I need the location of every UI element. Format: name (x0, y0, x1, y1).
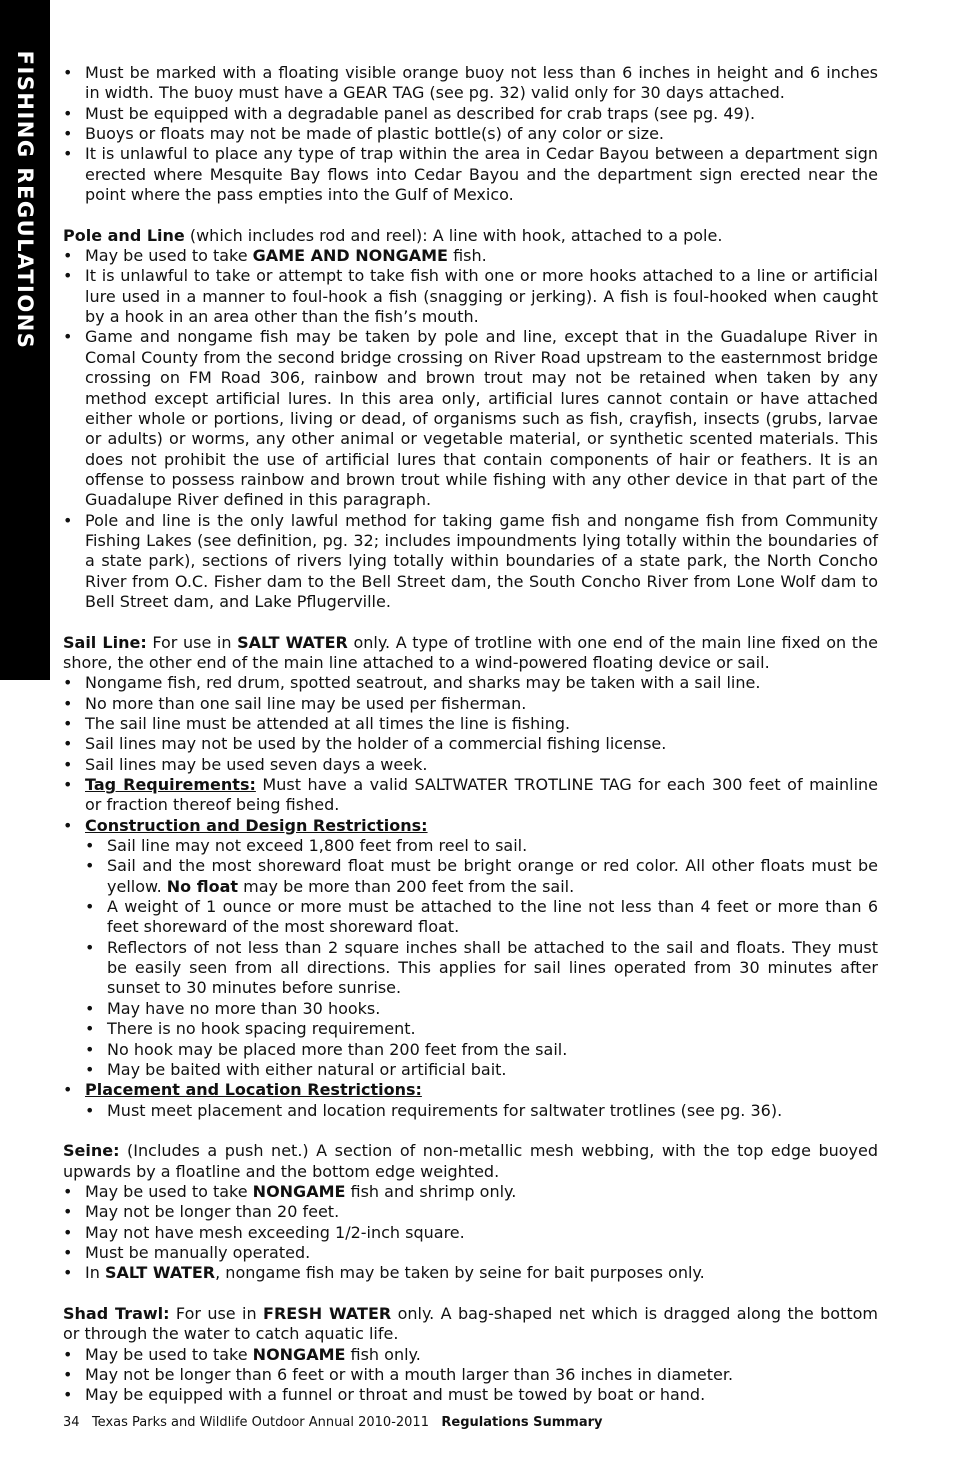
list-item: • Buoys or floats may not be made of plastic bottle(s) of any color or size. (63, 124, 878, 144)
text-segment: May be used to take (85, 1181, 253, 1201)
text-segment: fish. (447, 246, 487, 266)
sail-line-heading: Sail Line: (63, 632, 147, 652)
text-segment: fish only. (345, 1344, 421, 1364)
publication-title: Texas Parks and Wildlife Outdoor Annual 2010-2011 (91, 1415, 429, 1430)
sublist-item: • Reflectors of not less than 2 square inches shall be attached to the sail and floats. They must be easily seen from all directions. This applies for sail lines operated from 30 minutes after sunset to 30 minutes before sunrise. (85, 938, 878, 999)
list-item (63, 1080, 878, 1121)
list-item (63, 1182, 878, 1202)
list-item (63, 246, 878, 266)
list-item: • Must be marked with a floating visible orange buoy not less than 6 inches in height and 6 inches in width. The buoy must have a GEAR TAG (see pg. 32) valid only for 30 days attached. (63, 63, 878, 104)
shad-trawl-section-intro (63, 1304, 878, 1345)
placement-sublist (85, 1101, 878, 1121)
placement-location-heading: Placement and Location Restrictions: (85, 1080, 422, 1100)
sublist-item: • May have no more than 30 hooks. (85, 999, 878, 1019)
text-segment: only. A type of trotline with one end of the main line fixed on the shore, the other end of the main line attached to a wind-powered floating device or sail. (63, 632, 879, 672)
list-item (63, 1345, 878, 1365)
pole-line-bullet-list (63, 246, 878, 612)
list-item: • It is unlawful to take or attempt to take fish with one or more hooks attached to a line or artificial lure used in a manner to foul-hook a fish (snagging or jerking). A fish is foul-hooked when caught by a hook in an area other than the fish’s mouth. (63, 266, 878, 327)
emphasis-text: SALT WATER (104, 1263, 216, 1283)
list-item: • Must be manually operated. (63, 1243, 878, 1263)
emphasis-text: NONGAME (252, 1344, 346, 1364)
seine-bullet-list (63, 1182, 878, 1284)
text-segment: May be used to take (85, 1344, 253, 1364)
list-item: • May not be longer than 20 feet. (63, 1202, 878, 1222)
sail-line-bullet-list (63, 673, 878, 1121)
list-item: • Pole and line is the only lawful method for taking game fish and nongame fish from Community Fishing Lakes (see definition, pg. 32; includes impoundments lying totally within the boundaries of a state park), sections of rivers lying totally within boundaries of a state park, the North Concho River from O.C. Fisher dam to the Bell Street dam, the South Concho River from Lone Wolf dam to Bell Street dam, and Lake Pflugerville. (63, 511, 878, 613)
shad-trawl-heading: Shad Trawl: (63, 1303, 170, 1323)
side-tab-label: FISHING REGULATIONS (13, 50, 37, 350)
list-item: • It is unlawful to place any type of trap within the area in Cedar Bayou between a department sign erected where Mesquite Bay flows into Cedar Bayou and the department sign erected near the point where the pass empties into the Gulf of Mexico. (63, 144, 878, 205)
emphasis-text: NONGAME (252, 1181, 346, 1201)
list-item: • May not have mesh exceeding 1/2-inch square. (63, 1223, 878, 1243)
list-item: • Nongame fish, red drum, spotted seatrout, and sharks may be taken with a sail line. (63, 673, 878, 693)
text-segment: (Includes a push net.) A section of non-metallic mesh webbing, with the top edge buoyed upwards by a floatline and the bottom edge weighted. (63, 1141, 878, 1181)
construction-design-heading: Construction and Design Restrictions: (85, 815, 428, 835)
text-segment: fish and shrimp only. (345, 1181, 517, 1201)
page-footer (63, 1415, 603, 1430)
list-item: • No more than one sail line may be used per fisherman. (63, 694, 878, 714)
list-item (63, 1263, 878, 1283)
sublist-item: • Sail line may not exceed 1,800 feet from reel to sail. (85, 836, 878, 856)
list-item: • The sail line must be attended at all times the line is fishing. (63, 714, 878, 734)
page-content (63, 63, 878, 1406)
sublist-item: • There is no hook spacing requirement. (85, 1019, 878, 1039)
sail-line-section-intro (63, 633, 878, 674)
sublist-item: • May be baited with either natural or artificial bait. (85, 1060, 878, 1080)
text-segment: may be more than 200 feet from the sail. (238, 876, 575, 896)
seine-section-intro (63, 1141, 878, 1182)
emphasis-text: FRESH WATER (263, 1303, 392, 1323)
sublist-item (85, 856, 878, 897)
sublist-item: • Must meet placement and location requirements for saltwater trotlines (see pg. 36). (85, 1101, 878, 1121)
list-item: • Sail lines may not be used by the holder of a commercial fishing license. (63, 734, 878, 754)
text-segment: For use in (146, 632, 238, 652)
sublist-item: • No hook may be placed more than 200 feet from the sail. (85, 1040, 878, 1060)
emphasis-text: GAME AND NONGAME (252, 246, 448, 266)
page-number: 34 (63, 1415, 80, 1430)
pole-line-section-intro (63, 226, 878, 246)
list-item: • Sail lines may be used seven days a week. (63, 755, 878, 775)
text-segment: In (85, 1263, 105, 1283)
text-segment: For use in (169, 1303, 264, 1323)
section-title: Regulations Summary (441, 1415, 603, 1430)
list-item (63, 816, 878, 1080)
seine-heading: Seine: (63, 1141, 120, 1161)
list-item: • May be equipped with a funnel or throat and must be towed by boat or hand. (63, 1385, 878, 1405)
list-item: • May not be longer than 6 feet or with a mouth larger than 36 inches in diameter. (63, 1365, 878, 1385)
side-tab (0, 0, 50, 680)
tag-requirements-heading: Tag Requirements: (85, 775, 256, 795)
construction-sublist (85, 836, 878, 1080)
text-segment: Sail and the most shoreward float must be bright orange or red color. All other floats must be yellow. (107, 856, 878, 896)
emphasis-text: SALT WATER (237, 632, 348, 652)
emphasis-text: No float (166, 876, 239, 896)
list-item: • Game and nongame fish may be taken by pole and line, except that in the Guadalupe River in Comal County from the second bridge crossing on River Road upstream to the easternmost bridge crossing on FM Road 306, rainbow and brown trout may not be retained when taken by any method except artificial lures. In this area only, artificial lures cannot contain or have attached either whole or portions, living or dead, of organisms such as fish, crayfish, insects (grubs, larvae or adults) or worms, any other animal or vegetable material, or synthetic scented materials. This does not prohibit the use of artificial lures that contain components of hair or feathers. It is an offense to possess rainbow and brown trout while fishing with any other device in that part of the Guadalupe River defined in this paragraph. (63, 327, 878, 510)
text-segment: only. A bag-shaped net which is dragged along the bottom or through the water to catch aquatic life. (63, 1303, 878, 1344)
list-item (63, 775, 878, 816)
list-item: • Must be equipped with a degradable panel as described for crab traps (see pg. 49). (63, 104, 878, 124)
shad-trawl-bullet-list (63, 1345, 878, 1406)
text-segment: , nongame fish may be taken by seine for bait purposes only. (215, 1263, 705, 1283)
text-segment: May be used to take (85, 246, 253, 266)
sublist-item: • A weight of 1 ounce or more must be attached to the line not less than 4 feet or more than 6 feet shoreward of the most shoreward float. (85, 897, 878, 938)
pole-line-intro-text: (which includes rod and reel): A line with hook, attached to a pole. (184, 225, 723, 245)
text-segment: Must have a valid SALTWATER TROTLINE TAG for each 300 feet of mainline or fraction thereof being fished. (85, 775, 878, 815)
pole-line-heading: Pole and Line (63, 225, 185, 245)
trap-bullet-list (63, 63, 878, 205)
